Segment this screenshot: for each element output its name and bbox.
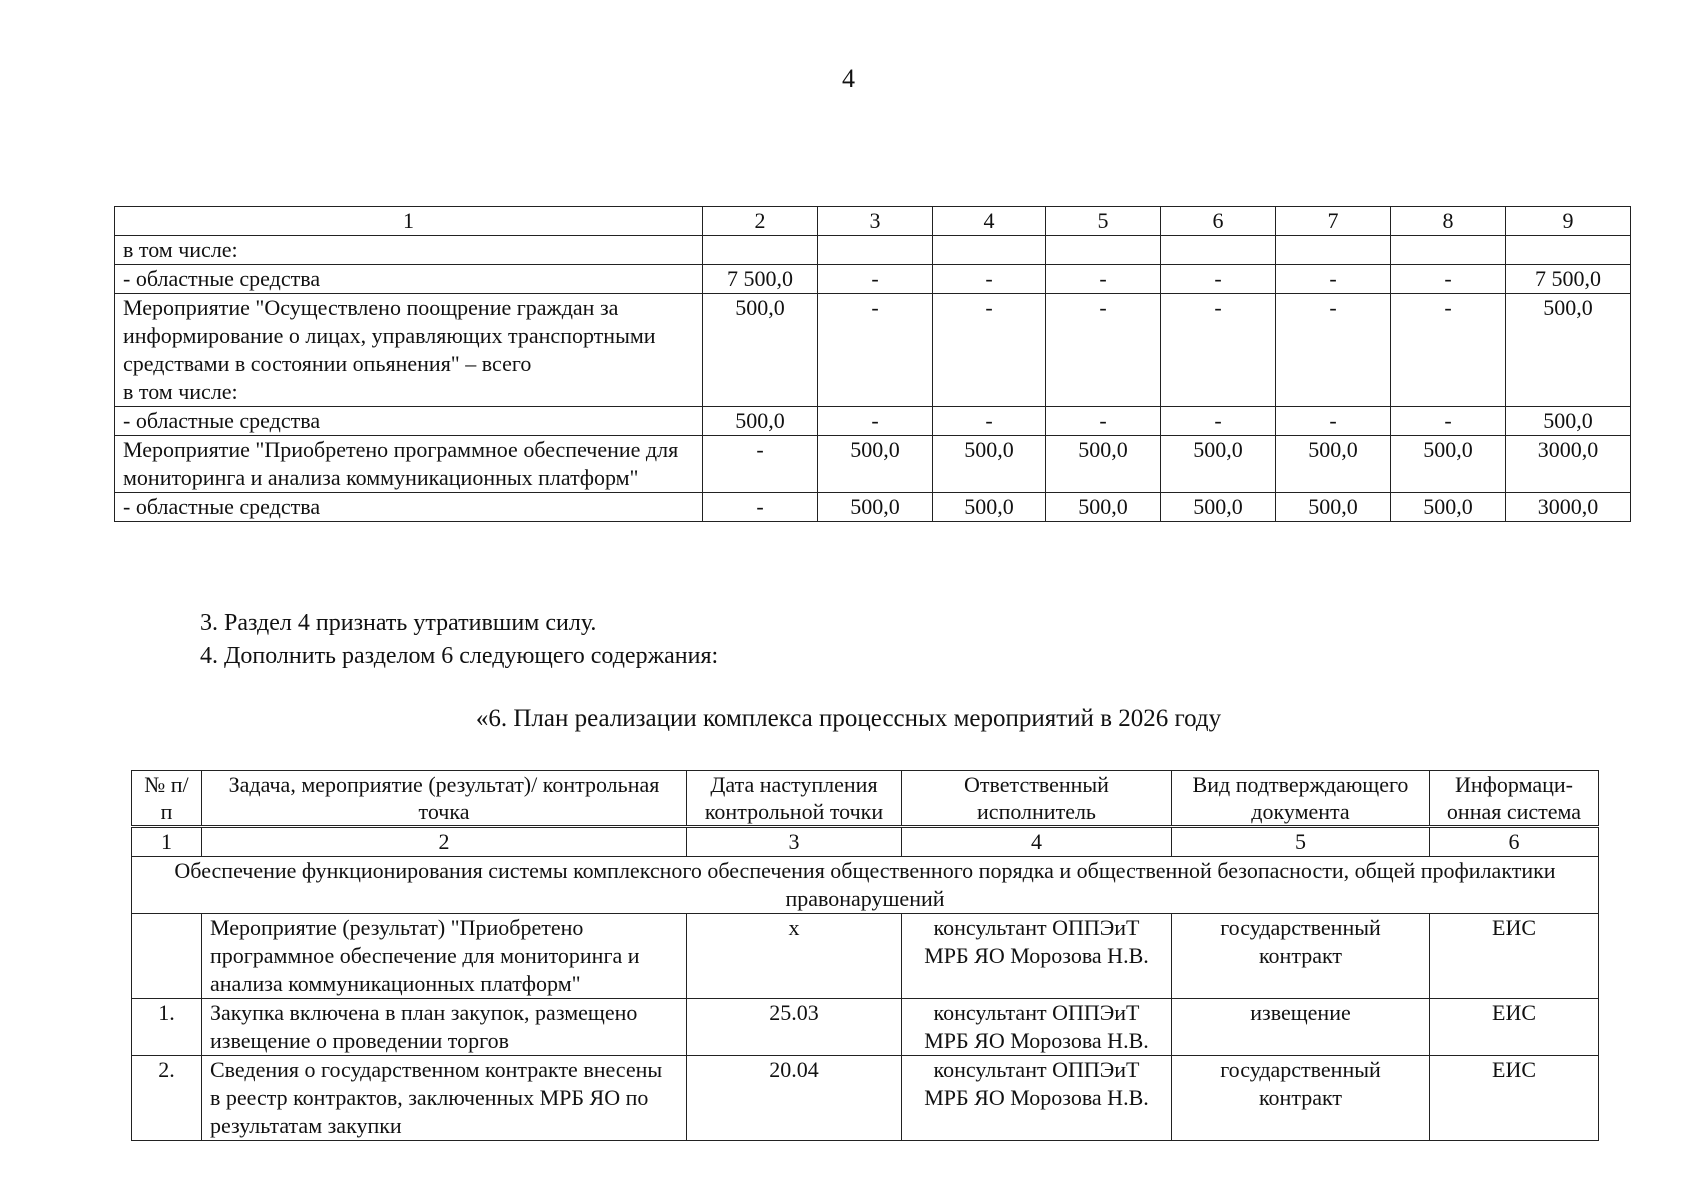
value-cell: - xyxy=(818,294,933,407)
responsible-person: консультант ОППЭиТ МРБ ЯО Морозова Н.В. xyxy=(902,999,1172,1056)
column-number: 8 xyxy=(1391,207,1506,236)
information-system: ЕИС xyxy=(1430,999,1599,1056)
row-label: Мероприятие "Осуществлено поощрение граждан за информирование о лицах, управляющих транспортными средствами в состоянии опьянения" – всего в том числе: xyxy=(115,294,703,407)
column-index-row xyxy=(132,827,1599,857)
value-cell: - xyxy=(1276,294,1391,407)
value-cell xyxy=(703,236,818,265)
value-cell: - xyxy=(1046,265,1161,294)
information-system: ЕИС xyxy=(1430,914,1599,999)
funding-table xyxy=(114,206,1631,522)
value-cell: - xyxy=(1276,407,1391,436)
row-label: Мероприятие "Приобретено программное обеспечение для мониторинга и анализа коммуникационных платформ" xyxy=(115,436,703,493)
value-cell: - xyxy=(933,265,1046,294)
value-cell: - xyxy=(1046,294,1161,407)
value-cell: - xyxy=(1161,407,1276,436)
column-index: 4 xyxy=(902,827,1172,857)
row-number: 2. xyxy=(132,1056,202,1141)
value-cell: - xyxy=(703,493,818,522)
table-row xyxy=(115,265,1631,294)
page-number: 4 xyxy=(842,64,855,93)
value-cell xyxy=(1046,236,1161,265)
value-cell: - xyxy=(1391,407,1506,436)
value-cell: 500,0 xyxy=(1046,493,1161,522)
value-cell: 500,0 xyxy=(1276,436,1391,493)
value-cell xyxy=(1391,236,1506,265)
table-row xyxy=(115,236,1631,265)
table-row xyxy=(132,914,1599,999)
control-date: х xyxy=(687,914,902,999)
value-cell: 500,0 xyxy=(1506,407,1631,436)
table-row xyxy=(115,294,1631,407)
document-type: государственный контракт xyxy=(1172,914,1430,999)
value-cell: - xyxy=(933,407,1046,436)
value-cell: 500,0 xyxy=(1276,493,1391,522)
value-cell: - xyxy=(933,294,1046,407)
value-cell: - xyxy=(1046,407,1161,436)
column-number: 9 xyxy=(1506,207,1631,236)
column-header: Задача, мероприятие (результат)/ контрольная точка xyxy=(202,771,687,827)
responsible-person: консультант ОППЭиТ МРБ ЯО Морозова Н.В. xyxy=(902,914,1172,999)
column-header: № п/п xyxy=(132,771,202,827)
value-cell: 500,0 xyxy=(1391,493,1506,522)
column-index: 1 xyxy=(132,827,202,857)
table-row xyxy=(115,493,1631,522)
section-title: Обеспечение функционирования системы комплексного обеспечения общественного порядка и общественной безопасности, общей профилактики правонарушений xyxy=(132,857,1599,914)
row-label: - областные средства xyxy=(115,265,703,294)
plan-table xyxy=(131,770,1599,1141)
column-header: Информаци-онная система xyxy=(1430,771,1599,827)
table-row xyxy=(115,407,1631,436)
column-number: 5 xyxy=(1046,207,1161,236)
value-cell: 500,0 xyxy=(933,493,1046,522)
column-number: 1 xyxy=(115,207,703,236)
row-number xyxy=(132,914,202,999)
value-cell: 500,0 xyxy=(933,436,1046,493)
table-row xyxy=(132,1056,1599,1141)
table-header-row xyxy=(115,207,1631,236)
task-description: Сведения о государственном контракте внесены в реестр контрактов, заключенных МРБ ЯО по результатам закупки xyxy=(202,1056,687,1141)
value-cell: 500,0 xyxy=(1391,436,1506,493)
column-index: 3 xyxy=(687,827,902,857)
column-header: Ответственный исполнитель xyxy=(902,771,1172,827)
information-system: ЕИС xyxy=(1430,1056,1599,1141)
paragraph-4: 4. Дополнить разделом 6 следующего содержания: xyxy=(200,643,719,669)
value-cell: 500,0 xyxy=(818,436,933,493)
value-cell: - xyxy=(1161,265,1276,294)
section-heading: «6. План реализации комплекса процессных мероприятий в 2026 году xyxy=(475,705,1222,732)
control-date: 20.04 xyxy=(687,1056,902,1141)
value-cell: - xyxy=(1391,265,1506,294)
responsible-person: консультант ОППЭиТ МРБ ЯО Морозова Н.В. xyxy=(902,1056,1172,1141)
value-cell: 500,0 xyxy=(703,407,818,436)
value-cell xyxy=(1161,236,1276,265)
value-cell: 500,0 xyxy=(1506,294,1631,407)
row-label: в том числе: xyxy=(115,236,703,265)
value-cell: - xyxy=(703,436,818,493)
value-cell: 7 500,0 xyxy=(1506,265,1631,294)
row-label: - областные средства xyxy=(115,493,703,522)
column-number: 2 xyxy=(703,207,818,236)
value-cell: 3000,0 xyxy=(1506,436,1631,493)
value-cell xyxy=(1506,236,1631,265)
table-header-row xyxy=(132,771,1599,827)
value-cell: 7 500,0 xyxy=(703,265,818,294)
column-header: Вид подтверждающего документа xyxy=(1172,771,1430,827)
value-cell: - xyxy=(818,265,933,294)
value-cell: - xyxy=(1391,294,1506,407)
value-cell: 500,0 xyxy=(1046,436,1161,493)
task-description: Закупка включена в план закупок, размещено извещение о проведении торгов xyxy=(202,999,687,1056)
value-cell: - xyxy=(1161,294,1276,407)
column-number: 4 xyxy=(933,207,1046,236)
column-index: 6 xyxy=(1430,827,1599,857)
column-number: 6 xyxy=(1161,207,1276,236)
table-row xyxy=(132,999,1599,1056)
section-row xyxy=(132,857,1599,914)
value-cell xyxy=(1276,236,1391,265)
control-date: 25.03 xyxy=(687,999,902,1056)
row-number: 1. xyxy=(132,999,202,1056)
column-header: Дата наступления контрольной точки xyxy=(687,771,902,827)
value-cell: - xyxy=(818,407,933,436)
column-number: 7 xyxy=(1276,207,1391,236)
value-cell: 500,0 xyxy=(703,294,818,407)
task-description: Мероприятие (результат) "Приобретено программное обеспечение для мониторинга и анализа коммуникационных платформ" xyxy=(202,914,687,999)
paragraph-3: 3. Раздел 4 признать утратившим силу. xyxy=(200,610,597,636)
value-cell xyxy=(933,236,1046,265)
column-number: 3 xyxy=(818,207,933,236)
value-cell: 3000,0 xyxy=(1506,493,1631,522)
value-cell: 500,0 xyxy=(1161,493,1276,522)
value-cell: - xyxy=(1276,265,1391,294)
document-type: государственный контракт xyxy=(1172,1056,1430,1141)
table-row xyxy=(115,436,1631,493)
value-cell xyxy=(818,236,933,265)
value-cell: 500,0 xyxy=(1161,436,1276,493)
value-cell: 500,0 xyxy=(818,493,933,522)
column-index: 2 xyxy=(202,827,687,857)
document-type: извещение xyxy=(1172,999,1430,1056)
column-index: 5 xyxy=(1172,827,1430,857)
row-label: - областные средства xyxy=(115,407,703,436)
